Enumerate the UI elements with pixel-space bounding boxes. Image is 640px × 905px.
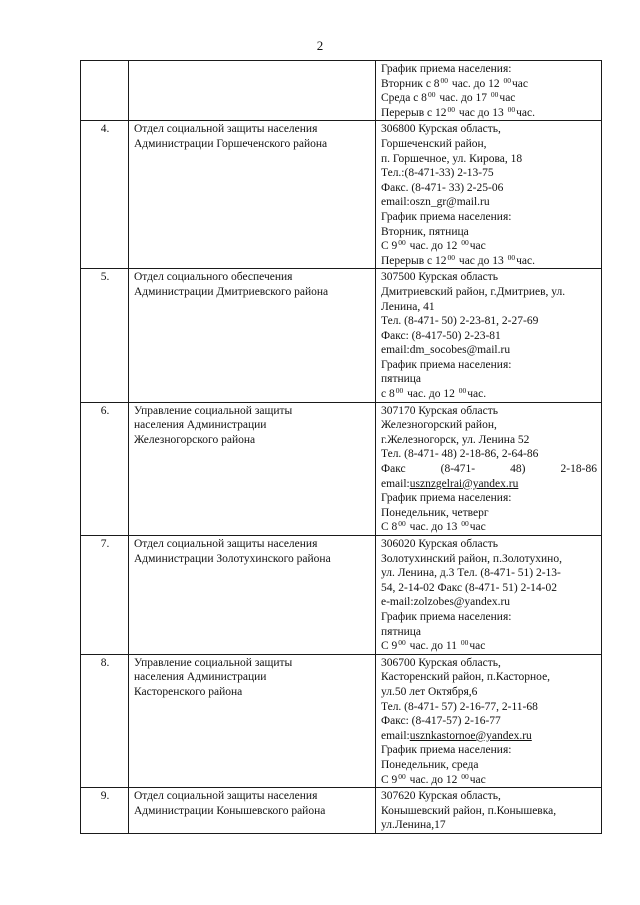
schedule-title: График приема населения:	[381, 744, 512, 757]
schedule-line: С $8^{00}$ час. до 13 $^{00}$час	[381, 519, 486, 534]
row-number-cell: 6.	[81, 402, 129, 535]
table-row	[81, 61, 602, 121]
contact-info-cell	[376, 121, 602, 269]
organization-name-line: Касторенского района	[134, 685, 243, 698]
row-number-cell	[81, 61, 129, 121]
address-line: 54, 2-14-02 Факс (8-471- 51) 2-14-02	[381, 581, 557, 594]
schedule-line: С $9^{00}$ час. до 12 $^{00}$час	[381, 238, 486, 253]
address-line: 306020 Курская область	[381, 538, 498, 550]
organization-name-cell	[129, 654, 376, 787]
organization-name-line: Отдел социального обеспечения	[134, 271, 293, 284]
row-number-cell: 4.	[81, 121, 129, 269]
address-line: ул.Ленина,17	[381, 819, 446, 832]
schedule-title: График приема населения:	[381, 63, 512, 75]
reception-days: Вторник, пятница	[381, 225, 469, 238]
fax: Факс: (8-417-57) 2-16-77	[381, 715, 501, 728]
schedule-title: График приема населения:	[381, 492, 512, 505]
organization-name-cell	[129, 61, 376, 121]
organization-name-cell	[129, 121, 376, 269]
organization-name-cell	[129, 402, 376, 535]
address-line: Дмитриевский район, г.Дмитриев, ул.	[381, 285, 566, 298]
organization-name-cell	[129, 788, 376, 834]
organization-name-line: Отдел социальной защиты населения	[134, 538, 318, 550]
schedule-line: с $8^{00}$ час. до 12 $^{00}$час.	[381, 386, 487, 401]
contact-info-cell	[376, 269, 602, 402]
address-line: ул.50 лет Октября,6	[381, 685, 478, 698]
organization-name-line: Администрации Конышевского района	[134, 804, 326, 817]
address-line: Золотухинский район, п.Золотухино,	[381, 552, 562, 565]
address-line: Железногорский район,	[381, 419, 497, 432]
organization-name-line: населения Администрации	[134, 419, 267, 432]
email: email:dm_socobes@mail.ru	[381, 344, 511, 357]
table-row	[81, 536, 602, 655]
address-line: 307620 Курская область,	[381, 790, 501, 803]
email-link[interactable]: usznkastornoe@yandex.ru	[409, 729, 532, 742]
row-number-cell: 9.	[81, 788, 129, 834]
schedule-line: Среда с $8^{00}$ час. до 17 $^{00}$час	[381, 90, 516, 105]
row-number-cell: 8.	[81, 654, 129, 787]
contact-info-cell	[376, 536, 602, 655]
organization-name-line: Администрации Горшеченского района	[134, 137, 328, 150]
organization-name-line: Администрации Дмитриевского района	[134, 285, 329, 298]
contact-info-cell	[376, 402, 602, 535]
address-line: Касторенский район, п.Касторное,	[381, 671, 551, 684]
address-line: Ленина, 41	[381, 300, 435, 313]
table-row	[81, 654, 602, 787]
page-number: 2	[316, 38, 324, 53]
social-protection-registry-table	[80, 60, 602, 834]
email: email:usznkastornoe@yandex.ru	[381, 729, 532, 742]
table-row	[81, 788, 602, 834]
organization-name-line: населения Администрации	[134, 671, 267, 684]
table-row	[81, 402, 602, 535]
reception-days: Понедельник, среда	[381, 758, 479, 771]
address-line: Горшеченский район,	[381, 137, 487, 150]
table-row	[81, 121, 602, 269]
email: email:oszn_gr@mail.ru	[381, 196, 490, 209]
schedule-title: График приема населения:	[381, 210, 512, 223]
address-line: ул. Ленина, д.3 Тел. (8-471- 51) 2-13-	[381, 567, 561, 580]
address-line: г.Железногорск, ул. Ленина 52	[381, 433, 530, 446]
organization-name-line: Администрации Золотухинского района	[134, 552, 331, 565]
schedule-line: Перерыв с $12^{00}$ час до 13 $^{00}$час.	[381, 104, 535, 119]
fax: Факс. (8-471- 33) 2-25-06	[381, 181, 504, 194]
phone: Тел. (8-471- 48) 2-18-86, 2-64-86	[381, 448, 539, 461]
row-number-cell: 5.	[81, 269, 129, 402]
address-line: 306800 Курская область,	[381, 123, 501, 136]
email: email:usznzgelrai@yandex.ru	[381, 477, 519, 490]
schedule-title: График приема населения:	[381, 610, 512, 623]
schedule-line: С $9^{00}$ час. до 11 $^{00}$час	[381, 638, 486, 653]
schedule-title: График приема населения:	[381, 358, 512, 371]
organization-name-line: Управление социальной защиты	[134, 656, 293, 669]
organization-name-line: Железногорского района	[134, 433, 256, 446]
address-line: 307170 Курская область	[381, 404, 498, 417]
address-line: 307500 Курская область	[381, 271, 498, 284]
phone: Тел. (8-471- 57) 2-16-77, 2-11-68	[381, 700, 538, 713]
address-line: п. Горшечное, ул. Кирова, 18	[381, 152, 523, 165]
fax: Факс (8-471- 48) 2-18-86	[381, 463, 597, 476]
reception-days: Понедельник, четверг	[381, 506, 489, 519]
table-row	[81, 269, 602, 402]
organization-name-cell	[129, 269, 376, 402]
reception-days: пятница	[381, 625, 422, 638]
email: e-mail:zolzobes@yandex.ru	[381, 596, 511, 609]
phone: Тел.:(8-471-33) 2-13-75	[381, 167, 494, 180]
organization-name-line: Отдел социальной защиты населения	[134, 123, 318, 136]
organization-name-cell	[129, 536, 376, 655]
row-number-cell: 7.	[81, 536, 129, 655]
organization-name-line: Отдел социальной защиты населения	[134, 790, 318, 803]
schedule-line: С $9^{00}$ час. до 12 $^{00}$час	[381, 771, 486, 786]
email-link[interactable]: usznzgelrai@yandex.ru	[409, 477, 519, 490]
address-line: 306700 Курская область,	[381, 656, 501, 669]
contact-info-cell	[376, 654, 602, 787]
phone: Тел. (8-471- 50) 2-23-81, 2-27-69	[381, 315, 539, 328]
organization-name-line: Управление социальной защиты	[134, 404, 293, 417]
fax: Факс: (8-417-50) 2-23-81	[381, 329, 501, 342]
reception-days: пятница	[381, 373, 422, 386]
schedule-line: Перерыв с $12^{00}$ час до 13 $^{00}$час.	[381, 252, 535, 267]
schedule-line: Вторник с $8^{00}$ час. до 12 $^{00}$час	[381, 75, 529, 90]
address-line: Конышевский район, п.Конышевка,	[381, 804, 557, 817]
contact-info-cell	[376, 61, 602, 121]
contact-info-cell	[376, 788, 602, 834]
